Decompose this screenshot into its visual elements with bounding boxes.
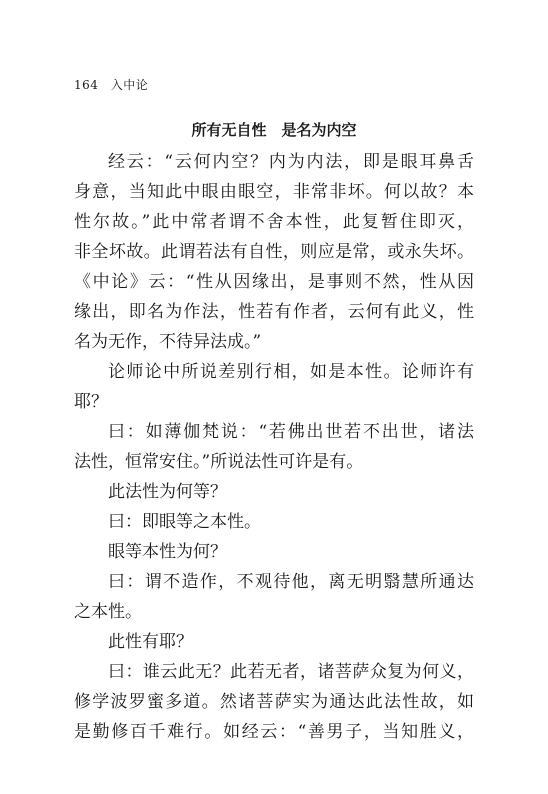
book-title: 入中论	[110, 78, 149, 92]
text-line: 眼等本性为何？	[108, 542, 227, 562]
body-text	[74, 147, 474, 747]
text-line: 曰：即眼等之本性。	[108, 512, 261, 532]
text-line: 法性，恒常安住。”所说法性可许是有。	[74, 452, 364, 472]
text-line: 《中论》云：“性从因缘出，是事则不然，性从因	[74, 272, 474, 292]
text-line: 曰：如薄伽梵说：“若佛出世若不出世，诸法	[108, 422, 474, 442]
section-title: 所有无自性 是名为内空	[191, 121, 357, 139]
text-line: 曰：谁云此无？此若无者，诸菩萨众复为何义，	[108, 662, 474, 682]
text-line: 身意，当知此中眼由眼空，非常非坏。何以故？本	[74, 182, 474, 202]
text-line: 是勤修百千难行。如经云：“善男子，当知胜义，	[74, 722, 474, 742]
text-line: 曰：谓不造作，不观待他，离无明翳慧所通达	[108, 572, 474, 592]
text-line: 耶？	[74, 392, 108, 412]
text-line: 性尔故。”此中常者谓不舍本性，此复暂住即灭，	[74, 212, 474, 232]
text-line: 经云：“云何内空？内为内法，即是眼耳鼻舌	[108, 152, 474, 172]
text-line: 缘出，即名为作法，性若有作者，云何有此义，性	[74, 302, 474, 322]
text-line: 修学波罗蜜多道。然诸菩萨实为通达此法性故，如	[74, 692, 474, 712]
text-line: 此性有耶？	[108, 632, 193, 652]
text-line: 之本性。	[74, 602, 142, 622]
text-line: 名为无作，不待异法成。”	[74, 332, 262, 352]
page-number: 164	[74, 78, 99, 92]
running-header	[74, 76, 148, 93]
text-line: 此法性为何等？	[108, 482, 227, 502]
text-line: 论师论中所说差别行相，如是本性。论师许有	[108, 362, 474, 382]
text-line: 非全坏故。此谓若法有自性，则应是常，或永失坏。	[74, 242, 474, 262]
